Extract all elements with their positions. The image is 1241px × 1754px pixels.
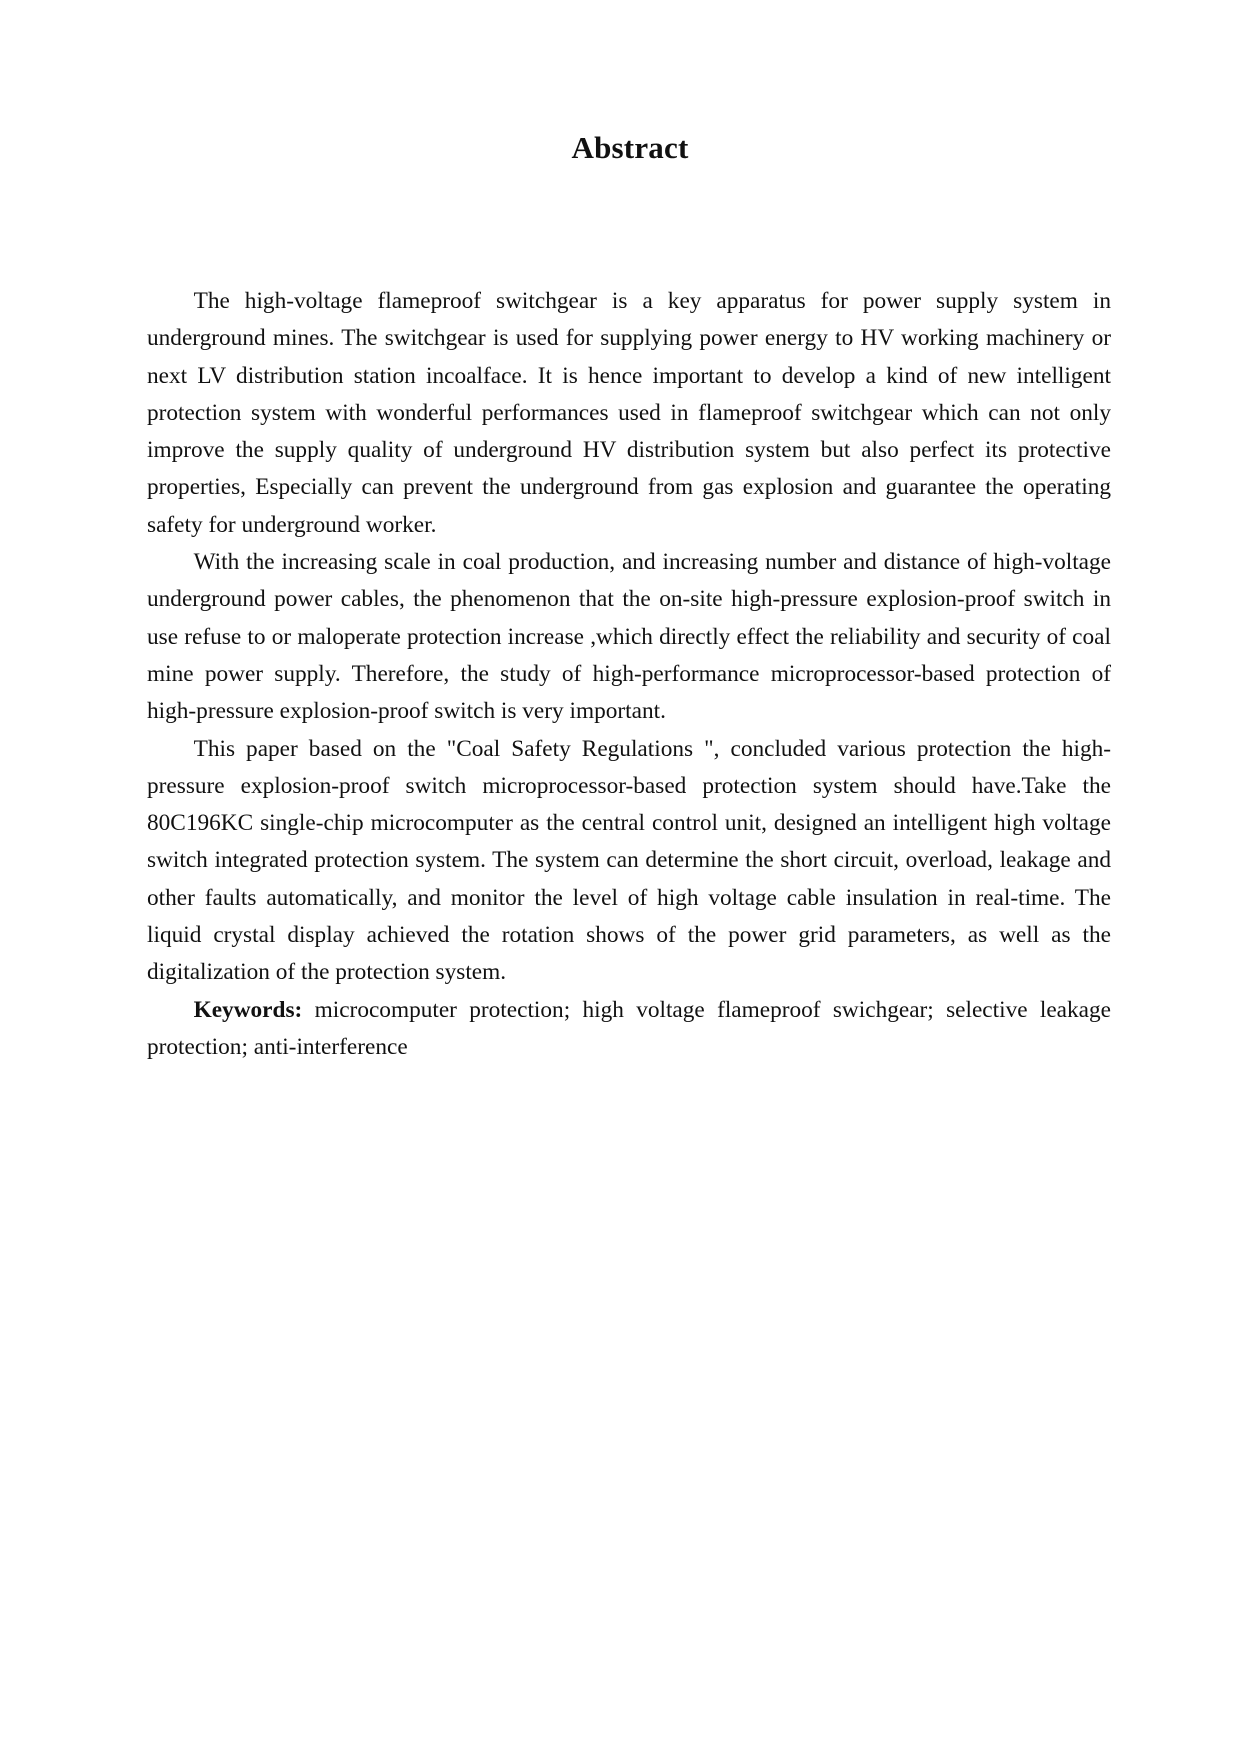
- keywords-text: microcomputer protection; high voltage flameproof swichgear; selective leakage protection; anti-interference: [147, 996, 1112, 1060]
- abstract-paragraph-2: With the increasing scale in coal production, and increasing number and distance of high-voltage underground power cables, the phenomenon that the on-site high-pressure explosion-proof switch in use refuse to or maloperate protection increase ,which directly effect the reliability and security of coal mine power supply. Therefore, the study of high-performance microprocessor-based protection of high-pressure explosion-proof switch is very important.: [147, 549, 1111, 725]
- abstract-body: [147, 283, 1111, 1066]
- abstract-paragraph-1: The high-voltage flameproof switchgear is a key apparatus for power supply system in underground mines. The switchgear is used for supplying power energy to HV working machinery or next LV distribution station incoalface. It is hence important to develop a kind of new intelligent protection system with wonderful performances used in flameproof switchgear which can not only improve the supply quality of underground HV distribution system but also perfect its protective properties, Especially can prevent the underground from gas explosion and guarantee the operating safety for underground worker.: [147, 288, 1111, 538]
- keywords-line: [147, 992, 1111, 1067]
- abstract-paragraph-3: This paper based on the "Coal Safety Regulations ", concluded various protection the high-pressure explosion-proof switch microprocessor-based protection system should have.Take the 80C196KC single-chip microcomputer as the central control unit, designed an intelligent high voltage switch integrated protection system. The system can determine the short circuit, overload, leakage and other faults automatically, and monitor the level of high voltage cable insulation in real-time. The liquid crystal display achieved the rotation shows of the power grid parameters, as well as the digitalization of the protection system.: [147, 735, 1111, 986]
- abstract-title: Abstract: [571, 130, 689, 165]
- keywords-label: Keywords:: [193, 996, 303, 1023]
